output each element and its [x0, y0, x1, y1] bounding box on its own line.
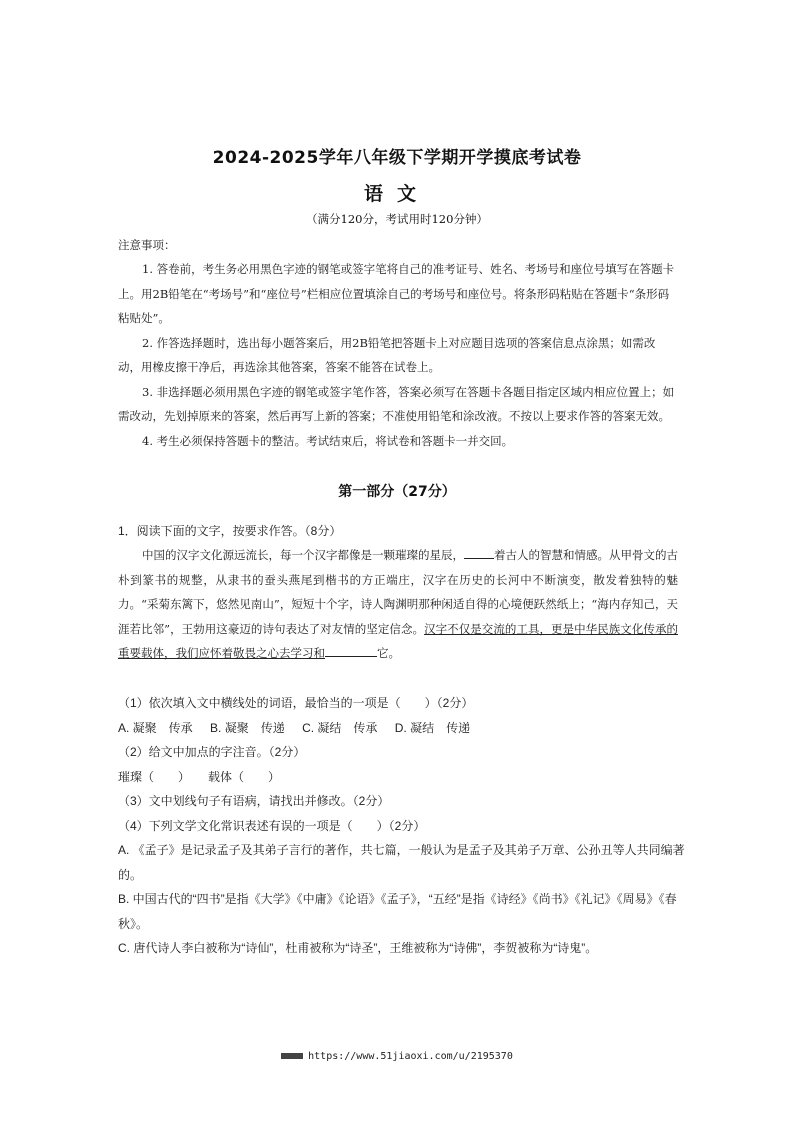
exam-title: 2024-2025学年八年级下学期开学摸底考试卷	[212, 148, 582, 168]
passage-text: 着古人的智慧和情感。从甲骨文的古朴到篆书的规整，从隶书的蚕头燕尾到楷书的方正端庄，汉字在历史的长河中不断演变，散发着独特的魅力。“采菊东篱下，悠然见南山”，短短十个字，诗人陶渊明那种闲适自得的心境便跃然纸上；“海内存知己，天涯若比邻”，王勃用这豪迈的诗句表达了对友情的坚定信念。	[118, 548, 678, 636]
sub4-option-c: C. 唐代诗人李白被称为“诗仙”，杜甫被称为“诗圣”，王维被称为“诗佛”，李贺被称为“诗鬼”。	[118, 941, 598, 955]
option-b: B. 凝聚 传递	[210, 720, 285, 735]
notice-item: 4. 考生必须保持答题卡的整洁。考试结束后，将试卷和答题卡一并交回。	[142, 433, 514, 448]
option-d: D. 凝结 传递	[394, 720, 471, 735]
page-footer	[0, 1051, 794, 1062]
fill-blank-2	[325, 642, 377, 657]
fill-blank-1	[464, 544, 494, 559]
pinyin-line	[118, 765, 688, 790]
option-c: C. 凝结 传承	[302, 720, 378, 735]
sub4-option-b: B. 中国古代的“四书”是指《大学》《中庸》《论语》《孟子》，“五经”是指《诗经》《尚书》《礼记》《周易》《春秋》。	[118, 892, 677, 931]
subject-title: 语文	[363, 183, 430, 205]
passage-text: 璨	[406, 548, 418, 562]
notice-item: 2. 作答选择题时，选出每小题答案后，用2B铅笔把答题卡上对应题目选项的答案信息点涂黑；如需改动，用橡皮擦干净后，再选涂其他答案，答案不能答在试卷上。	[118, 335, 656, 374]
sub-question-2: （2）给文中加点的字注音。（2分）	[118, 745, 306, 759]
passage-text: 中国的汉字文化源远流长，每一个汉字都像是一颗	[142, 548, 395, 562]
sub-question-1: （1）依次填入文中横线处的词语，最恰当的一项是（ ）（2分） A. 凝聚 传承 B. 凝聚 传递 C. 凝结 传承 D. 凝结 传递 （2）给文中加点的字注音。（2分） 璀璨（ ） 载体（ ） （3）文中划线句子有语病，请找出并修改。（2分） （4）下列文学文化常识表述有误的一项是（ ）（2分） A. 《孟子》是记录孟子及其弟子言行的著作，共七篇，一般认为是孟子及其弟子万章、公孙丑等人共同编著的。 B. 中国古代的“四书”是指《大学》《中庸》《论语》《孟子》，“五经”是指《诗经》《尚书》《礼记》《周易》《春秋》。 C. 唐代诗人李白被称为“诗仙”，杜甫被称为“诗圣”，王维被称为“诗佛”，李贺被称为“诗鬼”。	[118, 691, 688, 961]
option-a: A. 凝聚 传承	[118, 720, 193, 735]
site-logo-icon	[281, 1053, 303, 1059]
option-list	[118, 716, 688, 741]
notice-item: 1. 答卷前，考生务必用黑色字迹的钢笔或签字笔将自己的准考证号、姓名、考场号和座位号填写在答题卡上。用2B铅笔在“考场号”和“座位号”栏相应位置填涂自己的考场号和座位号。将条形码粘贴在答题卡“条形码粘贴处”。	[118, 262, 675, 325]
sub4-option-a: A. 《孟子》是记录孟子及其弟子言行的著作，共七篇，一般认为是孟子及其弟子万章、公孙丑等人共同编著的。	[118, 843, 685, 882]
passage-text: 的星辰，	[418, 548, 464, 562]
footer-url[interactable]: https://www.51jiaoxi.com/u/2195370	[308, 1051, 513, 1062]
reading-passage	[118, 543, 678, 666]
notice-item: 3. 非选择题必须用黑色字迹的钢笔或签字笔作答，答案必须写在答题卡各题目指定区域内相应位置上；如需改动，先划掉原来的答案，然后再写上新的答案；不准使用铅笔和涂改液。不按以上要求作答的答案无效。	[118, 384, 675, 423]
part-title: 第一部分（27分）	[338, 484, 456, 500]
question-1-stem: 1．阅读下面的文字，按要求作答。（8分）	[118, 524, 342, 538]
passage-text: 它。	[377, 646, 400, 660]
notice-list	[118, 257, 678, 453]
exam-info: （满分120分，考试用时120分钟）	[306, 212, 488, 226]
notice-heading: 注意事项：	[118, 238, 176, 252]
sub-question-3: （3）文中划线句子有语病，请找出并修改。（2分）	[118, 794, 390, 808]
underlined-sentence: 汉字不仅是交流的工具，更是中华民族文化传承的重要载体，我们应怀着敬畏之心去学习和	[118, 621, 678, 660]
passage-text: 璀	[395, 548, 407, 562]
pinyin-item-b: 载体（ ）	[208, 769, 281, 784]
sub-question-4: （4）下列文学文化常识表述有误的一项是（ ）（2分）	[118, 818, 426, 833]
pinyin-item-a: 璀璨（ ）	[118, 769, 185, 784]
